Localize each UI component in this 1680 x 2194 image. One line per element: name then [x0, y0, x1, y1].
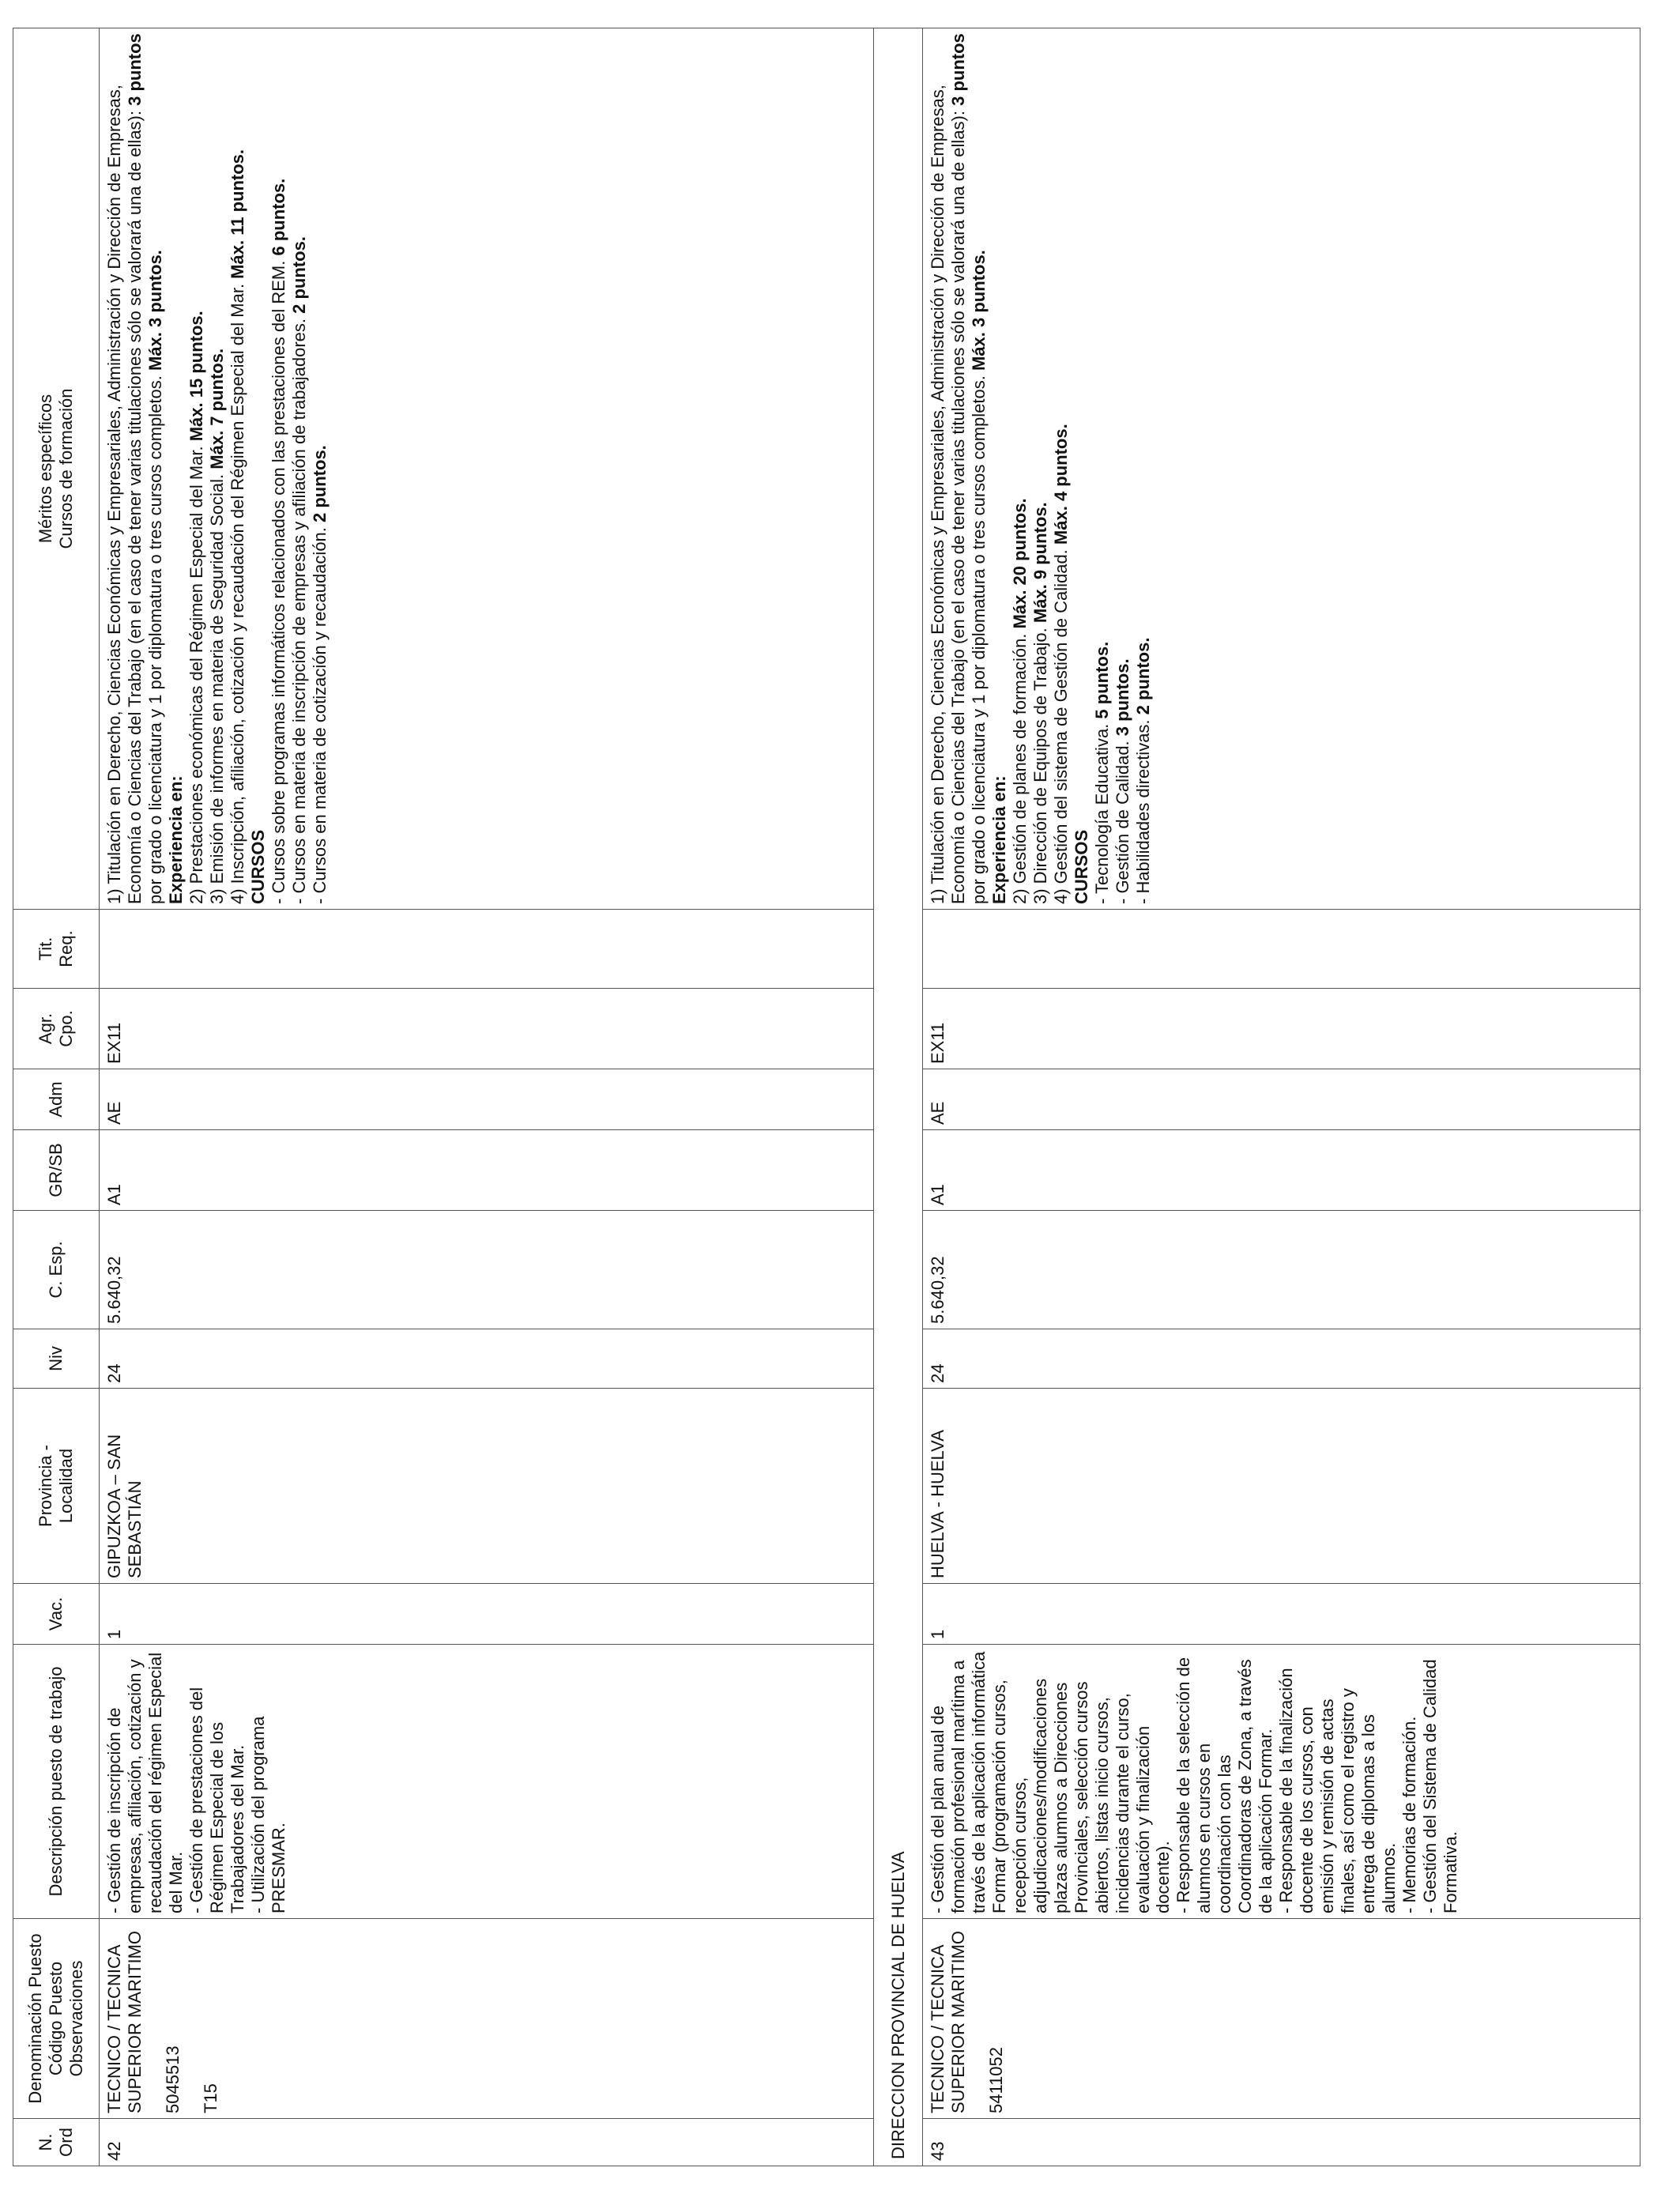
table-row — [100, 28, 874, 2166]
cell-nord: 43 — [923, 2119, 1640, 2166]
header-niv: Niv — [13, 1329, 100, 1389]
desc-item: - Gestión del Sistema de Calidad Formativa. — [1419, 1659, 1460, 1913]
merit-item: 2) Prestaciones económicas del Régimen Especial del Mar. Máx. 15 puntos. — [186, 311, 206, 904]
cell-meritos — [100, 28, 874, 910]
header-nord: N. Ord — [13, 2119, 100, 2166]
merit-item: 3) Emisión de informes en materia de Seguridad Social. Máx. 7 puntos. — [206, 348, 227, 904]
desc-item: - Gestión del plan anual de formación profesional marítima a través de la aplicación informática Formar (programación cursos, recepción cursos, adjudicaciones/modificaciones plazas alumnos a Direcciones Provinciales, selección cursos abiertos, listas inicio cursos, incidencias durante el curso, evaluación y finalización docente). — [928, 1651, 1173, 1913]
merit-item: - Cursos sobre programas informáticos relacionados con las prestaciones del REM. 6 puntos. — [268, 178, 288, 904]
cell-agr: EX11 — [100, 989, 874, 1069]
cell-vac: 1 — [100, 1584, 874, 1645]
cell-grsb: A1 — [100, 1130, 874, 1211]
merit-item: 4) Inscripción, afiliación, cotización y recaudación del Régimen Especial del Mar. Máx. 11 puntos. — [227, 149, 247, 904]
cell-cesp: 5.640,32 — [923, 1211, 1640, 1329]
cell-tit — [100, 910, 874, 989]
job-title: TECNICO / TECNICA SUPERIOR MARITIMO — [928, 1930, 968, 2113]
merit-item: 4) Gestión del sistema de Gestión de Calidad. Máx. 4 puntos. — [1050, 424, 1071, 904]
cell-nord: 42 — [100, 2119, 874, 2166]
merit-item: 1) Titulación en Derecho, Ciencias Económicas y Empresariales, Administración y Dirección de Empresas, Economía o Ciencias del Trabajo (en el caso de tener varias titulaciones sólo se valorará una de ellas): 3 puntos por grado o licenciatura y 1 por diplomatura o tres cursos completos. Máx. 3 puntos. — [104, 33, 165, 904]
cell-denominacion — [100, 1919, 874, 2119]
merit-item: 2) Gestión de planes de formación. Máx. 20 puntos. — [1009, 498, 1030, 904]
cell-agr: EX11 — [923, 989, 1640, 1069]
header-descripcion: Descripción puesto de trabajo — [13, 1645, 100, 1919]
merit-item: - Habilidades directivas. 2 puntos. — [1132, 637, 1153, 904]
cell-descripcion — [923, 1645, 1640, 1919]
cell-cesp: 5.640,32 — [100, 1211, 874, 1329]
merit-item: 1) Titulación en Derecho, Ciencias Económicas y Empresariales, Administración y Dirección de Empresas, Economía o Ciencias del Trabajo (en el caso de tener varias titulaciones sólo se valorará una de ellas): 3 puntos por grado o licenciatura y 1 por diplomatura o tres cursos completos. Máx. 3 puntos. — [928, 33, 989, 904]
desc-item: - Gestión de inscripción de empresas, afiliación, cotización y recaudación del régimen Especial del Mar. — [104, 1652, 186, 1913]
desc-item: - Responsable de la finalización docente de los cursos, con emisión y remisión de actas finales, así como el registro y entrega de diplomas a los alumnos. — [1276, 1668, 1399, 1913]
desc-item: - Responsable de la selección de alumnos en cursos en coordinación con las Coordinadoras de Zona, a través de la aplicación Formar. — [1173, 1657, 1276, 1913]
merit-item: CURSOS — [1071, 829, 1091, 904]
header-denominacion: Denominación Puesto Código Puesto Observaciones — [13, 1919, 100, 2119]
document-table-wrapper — [13, 28, 1640, 2166]
cell-adm: AE — [100, 1069, 874, 1130]
header-tit: Tit. Req. — [13, 910, 100, 989]
desc-item: - Gestión de prestaciones del Régimen Especial de los Trabajadores del Mar. — [186, 1687, 247, 1913]
cell-grsb: A1 — [923, 1130, 1640, 1211]
table-row — [923, 28, 1640, 2166]
cell-meritos — [923, 28, 1640, 910]
merit-item: CURSOS — [247, 829, 268, 904]
merit-item: - Cursos en materia de inscripción de empresas y afiliación de trabajadores. 2 puntos. — [288, 236, 309, 904]
job-code: 5045513 — [162, 2045, 183, 2113]
header-row — [13, 28, 100, 2166]
header-agr: Agr. Cpo. — [13, 989, 100, 1069]
job-title: TECNICO / TECNICA SUPERIOR MARITIMO — [104, 1930, 145, 2113]
merit-item: Experiencia en: — [165, 775, 186, 904]
cell-denominacion — [923, 1919, 1640, 2119]
merit-item: - Cursos en materia de cotización y recaudación. 2 puntos. — [309, 445, 330, 904]
cell-descripcion — [100, 1645, 874, 1919]
job-observations: T15 — [200, 2083, 220, 2113]
header-cesp: C. Esp. — [13, 1211, 100, 1329]
merit-item: Experiencia en: — [989, 775, 1009, 904]
header-grsb: GR/SB — [13, 1130, 100, 1211]
merit-item: 3) Dirección de Equipos de Trabajo. Máx. 9 puntos. — [1030, 502, 1050, 904]
cell-vac: 1 — [923, 1584, 1640, 1645]
cell-provincia: GIPUZKOA – SAN SEBASTIÁN — [100, 1389, 874, 1584]
merit-item: - Tecnología Educativa. 5 puntos. — [1091, 641, 1112, 904]
job-positions-table — [13, 28, 1640, 2166]
cell-adm: AE — [923, 1069, 1640, 1130]
cell-tit — [923, 910, 1640, 989]
desc-item: - Utilización del programa PRESMAR. — [247, 1716, 288, 1913]
header-provincia: Provincia - Localidad — [13, 1389, 100, 1584]
desc-item: - Memorias de formación. — [1399, 1716, 1419, 1913]
section-title: DIRECCION PROVINCIAL DE HUELVA — [874, 28, 923, 2166]
cell-provincia: HUELVA - HUELVA — [923, 1389, 1640, 1584]
header-vac: Vac. — [13, 1584, 100, 1645]
header-adm: Adm — [13, 1069, 100, 1130]
merit-item: - Gestión de Calidad. 3 puntos. — [1112, 658, 1132, 904]
job-code: 5411052 — [985, 2046, 1006, 2113]
header-meritos: Méritos específicos Cursos de formación — [13, 28, 100, 910]
cell-niv: 24 — [100, 1329, 874, 1389]
cell-niv: 24 — [923, 1329, 1640, 1389]
section-row — [874, 28, 923, 2166]
